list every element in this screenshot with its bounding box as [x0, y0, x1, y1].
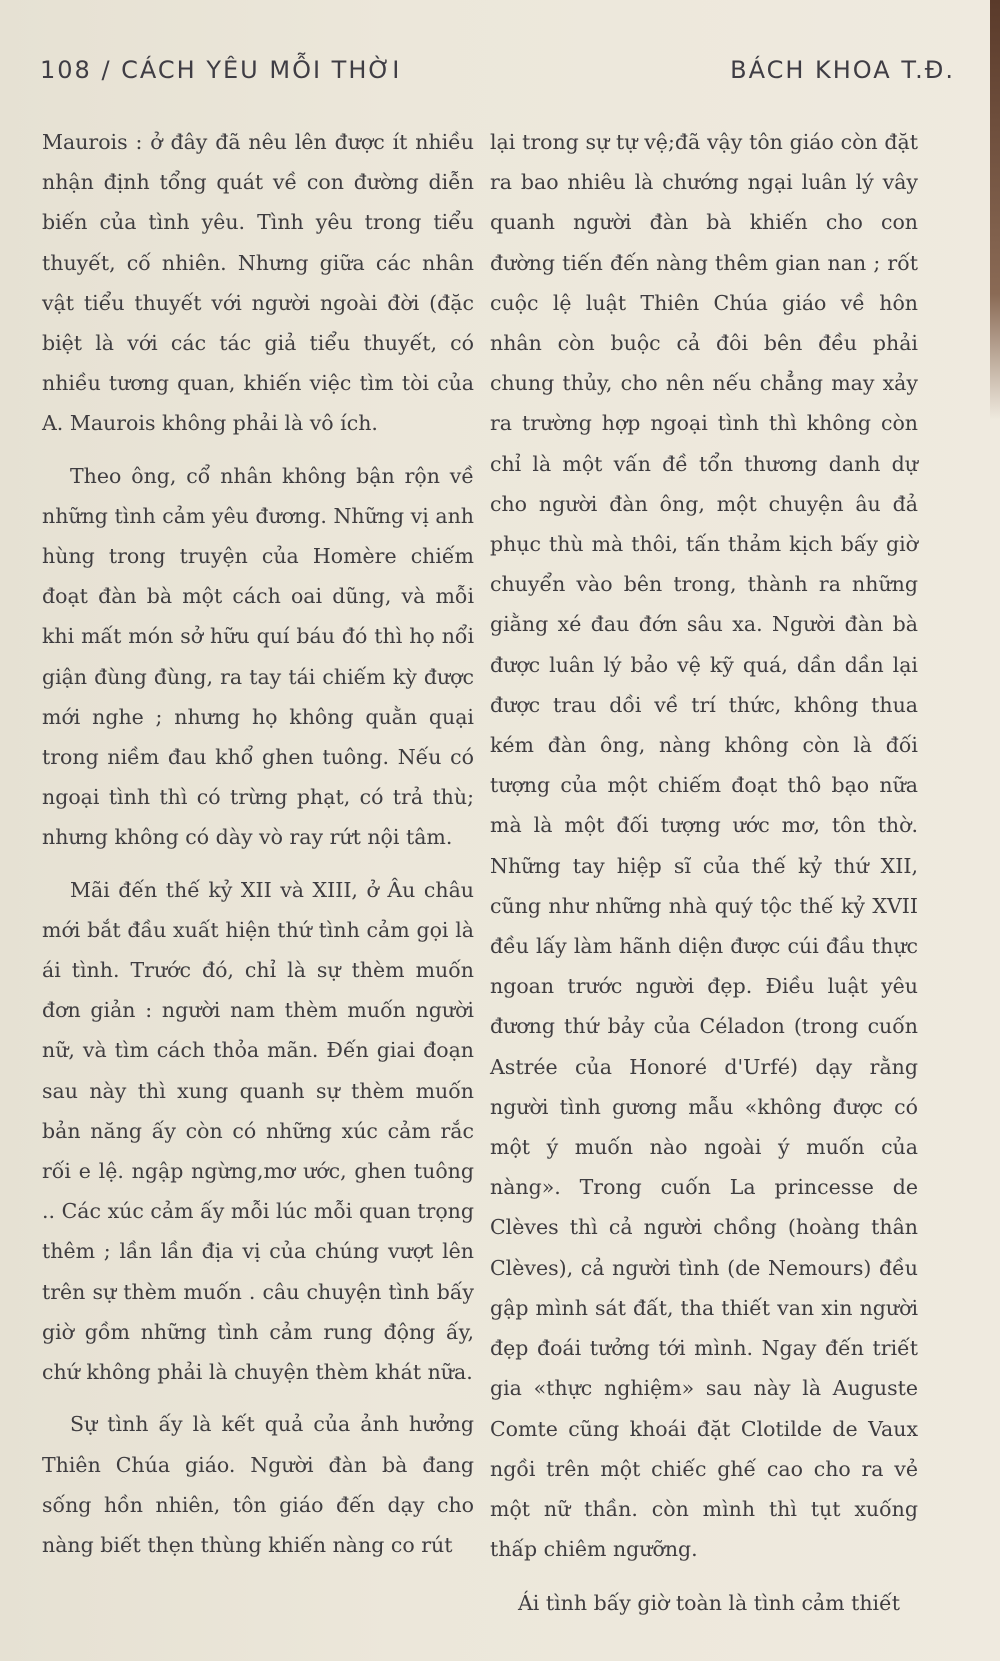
paragraph: Maurois : ở đây đã nêu lên được ít nhiều nhận định tổng quát về con đường diễn biến của tình yêu. Tình yêu trong tiểu thuyết, cố nhiên. Nhưng giữa các nhân vật tiểu thuyết với người ngoài đời (đặc biệt là với các tác giả tiểu thuyết, có nhiều tương quan, khiến việc tìm tòi của A. Maurois không phải là vô ích.: [42, 130, 474, 436]
right-column: [490, 122, 918, 1624]
paragraph: Ái tình bấy giờ toàn là tình cảm thiết: [518, 1591, 900, 1616]
paragraph: Sự tình ấy là kết quả của ảnh hưởng Thiên Chúa giáo. Người đàn bà đang sống hồn nhiên, tôn giáo đến dạy cho nàng biết thẹn thùng khiến nàng co rút: [42, 1412, 474, 1557]
paragraph: Theo ông, cổ nhân không bận rộn về những tình cảm yêu đương. Những vị anh hùng trong truyện của Homère chiếm đoạt đàn bà một cách oai dũng, và mỗi khi mất món sở hữu quí báu đó thì họ nổi giận đùng đùng, ra tay tái chiếm kỳ được mới nghe ; nhưng họ không quằn quại trong niềm đau khổ ghen tuông. Nếu có ngoại tình thì có trừng phạt, có trả thù; nhưng không có dày vò ray rứt nội tâm.: [42, 463, 474, 850]
running-header: [40, 50, 955, 90]
left-column: [42, 122, 474, 1565]
paragraph: Mãi đến thế kỷ XII và XIII, ở Âu châu mới bắt đầu xuất hiện thứ tình cảm gọi là ái tình. Trước đó, chỉ là sự thèm muốn đơn giản : người nam thèm muốn người nữ, và tìm cách thỏa mãn. Đến giai đoạn sau này thì xung quanh sự thèm muốn bản năng ấy còn có những xúc cảm rắc rối e lệ. ngập ngừng,mơ ước, ghen tuông .. Các xúc cảm ấy mỗi lúc mỗi quan trọng thêm ; lần lần địa vị của chúng vượt lên trên sự thèm muốn . câu chuyện tình bấy giờ gồm những tình cảm rung động ấy, chứ không phải là chuyện thèm khát nữa.: [42, 877, 474, 1385]
publication-title: BÁCH KHOA T.Đ.: [730, 56, 955, 84]
paragraph: lại trong sự tự vệ;đã vậy tôn giáo còn đặt ra bao nhiêu là chướng ngại luân lý vây quanh người đàn bà khiến cho con đường tiến đến nàng thêm gian nan ; rốt cuộc lệ luật Thiên Chúa giáo về hôn nhân còn buộc cả đôi bên đều phải chung thủy, cho nên nếu chẳng may xảy ra trường hợp ngoại tình thì không còn chỉ là một vấn đề tổn thương danh dự cho người đàn ông, một chuyện âu đả phục thù mà thôi, tấn thảm kịch bấy giờ chuyển vào bên trong, thành ra những giằng xé đau đớn sâu xa. Người đàn bà được luân lý bảo vệ kỹ quá, dần dần lại được trau dồi về trí thức, không thua kém đàn ông, nàng không còn là đối tượng của một chiếm đoạt thô bạo nữa mà là một đối tượng ước mơ, tôn thờ. Những tay hiệp sĩ của thế kỷ thứ XII, cũng như những nhà quý tộc thế kỷ XVII đều lấy làm hãnh diện được cúi đầu thực ngoan trước người đẹp. Điều luật yêu đương thứ bảy của Céladon (trong cuốn Astrée của Honoré d'Urfé) dạy rằng người tình gương mẫu «không được có một ý muốn nào ngoài ý muốn của nàng». Trong cuốn La princesse de Clèves thì cả người chồng (hoàng thân Clèves), cả người tình (de Nemours) đều gập mình sát đất, tha thiết van xin người đẹp đoái tưởng tới mình. Ngay đến triết gia «thực nghiệm» sau này là Auguste Comte cũng khoái đặt Clotilde de Vaux ngồi trên một chiếc ghế cao cho ra vẻ một nữ thần. còn mình thì tụt xuống thấp chiêm ngưỡng.: [490, 130, 918, 1562]
page-number-title: 108 / CÁCH YÊU MỖI THỜI: [40, 56, 402, 84]
